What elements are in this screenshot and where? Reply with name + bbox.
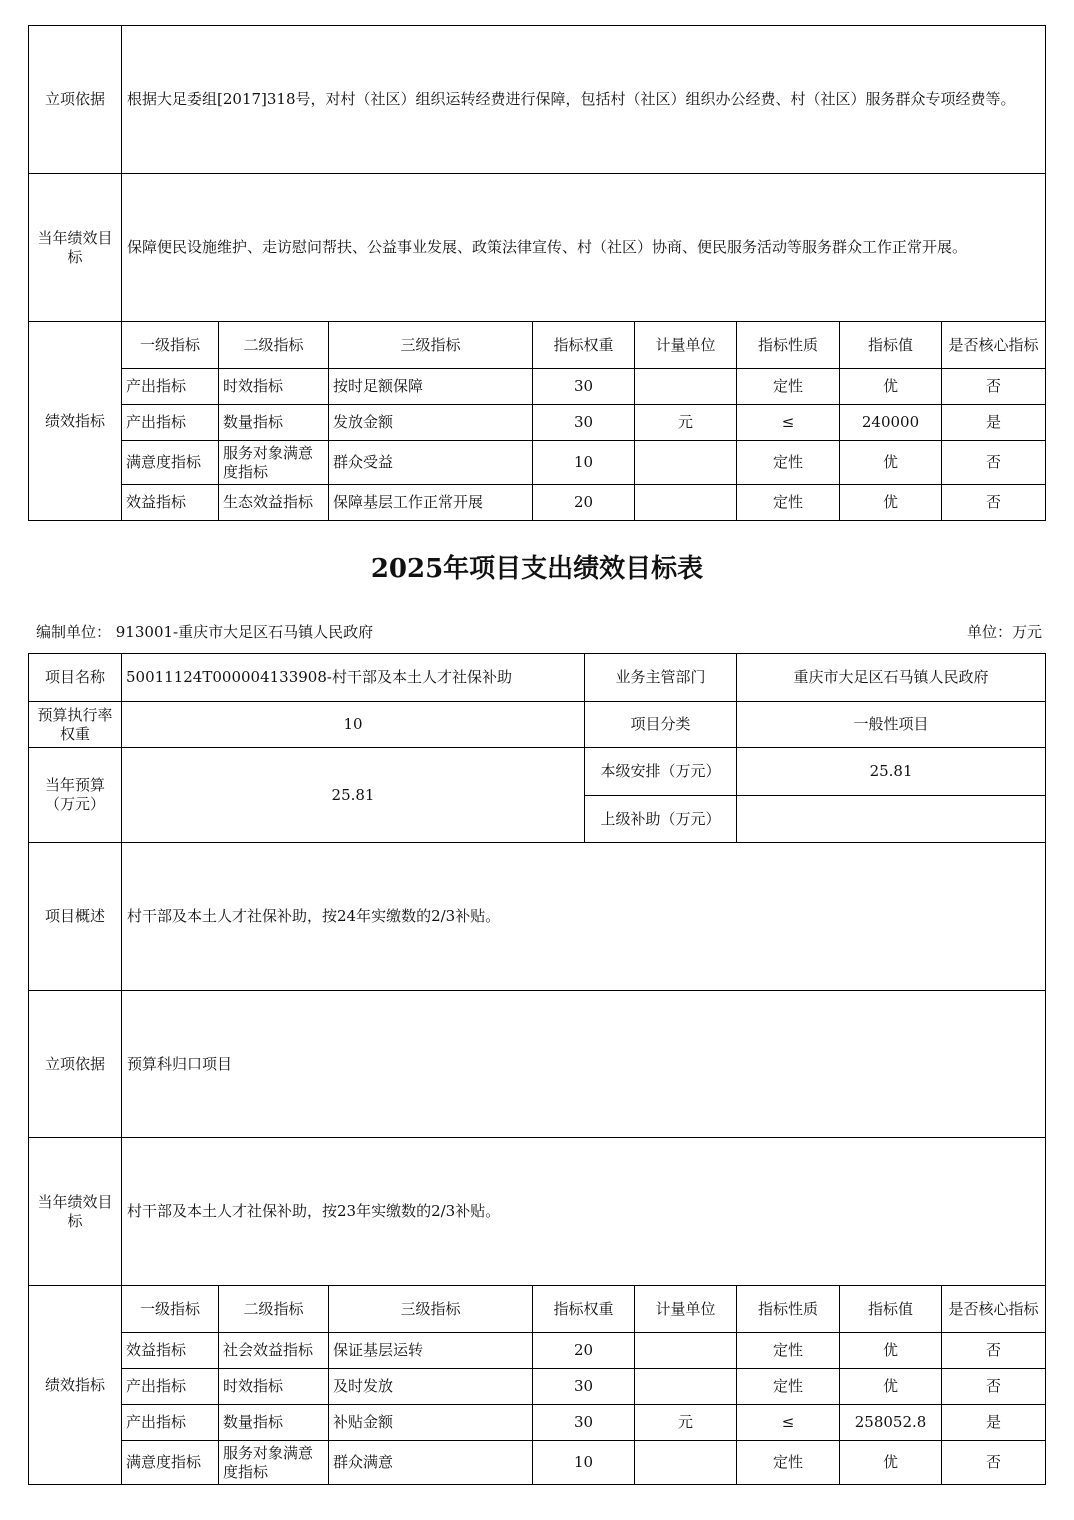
core-cell: 否 <box>942 1441 1046 1485</box>
table-row <box>29 369 1046 405</box>
dept-value: 重庆市大足区石马镇人民政府 <box>737 654 1046 702</box>
unit-cell <box>635 485 737 521</box>
table-row <box>29 441 1046 485</box>
header-cell: 指标性质 <box>737 1286 840 1333</box>
header-cell: 一级指标 <box>122 322 219 369</box>
unit-cell <box>635 369 737 405</box>
core-cell: 否 <box>942 369 1046 405</box>
page-title: 2025年项目支出绩效目标表 <box>370 554 704 584</box>
level2-cell: 社会效益指标 <box>219 1333 329 1369</box>
header-cell: 指标权重 <box>533 1286 635 1333</box>
value-cell: 优 <box>840 441 942 485</box>
level3-cell: 按时足额保障 <box>329 369 533 405</box>
local-label: 本级安排（万元） <box>585 748 737 796</box>
local-value: 25.81 <box>737 748 1046 796</box>
level3-cell: 发放金额 <box>329 405 533 441</box>
basis-label: 立项依据 <box>29 26 122 174</box>
table-row <box>29 1405 1046 1441</box>
goal-text: 保障便民设施维护、走访慰问帮扶、公益事业发展、政策法律宣传、村（社区）协商、便民服务活动等服务群众工作正常开展。 <box>122 174 1046 322</box>
level1-cell: 满意度指标 <box>122 1441 219 1485</box>
header-cell: 指标性质 <box>737 322 840 369</box>
level3-cell: 群众满意 <box>329 1441 533 1485</box>
perf-label: 绩效指标 <box>29 1286 122 1485</box>
weight-cell: 20 <box>533 1333 635 1369</box>
level3-cell: 群众受益 <box>329 441 533 485</box>
level2-cell: 生态效益指标 <box>219 485 329 521</box>
header-cell: 二级指标 <box>219 322 329 369</box>
category-value: 一般性项目 <box>737 702 1046 748</box>
value-cell: 258052.8 <box>840 1405 942 1441</box>
value-cell: 240000 <box>840 405 942 441</box>
value-cell: 优 <box>840 369 942 405</box>
performance-table-1 <box>28 25 1046 521</box>
upper-label: 上级补助（万元） <box>585 796 737 843</box>
nature-cell: 定性 <box>737 1441 840 1485</box>
dept-label: 业务主管部门 <box>585 654 737 702</box>
value-cell: 优 <box>840 1369 942 1405</box>
unit-cell <box>635 1333 737 1369</box>
level1-cell: 效益指标 <box>122 1333 219 1369</box>
value-cell: 优 <box>840 1333 942 1369</box>
header-cell: 计量单位 <box>635 1286 737 1333</box>
unit-cell: 元 <box>635 1405 737 1441</box>
header-cell: 一级指标 <box>122 1286 219 1333</box>
value-cell: 优 <box>840 485 942 521</box>
core-cell: 否 <box>942 441 1046 485</box>
level2-cell: 数量指标 <box>219 1405 329 1441</box>
level1-cell: 产出指标 <box>122 405 219 441</box>
level3-cell: 及时发放 <box>329 1369 533 1405</box>
core-cell: 否 <box>942 485 1046 521</box>
header-cell: 二级指标 <box>219 1286 329 1333</box>
nature-cell: 定性 <box>737 1333 840 1369</box>
level2-cell: 服务对象满意度指标 <box>219 441 329 485</box>
level1-cell: 产出指标 <box>122 1369 219 1405</box>
weight-cell: 30 <box>533 1405 635 1441</box>
weight-cell: 20 <box>533 485 635 521</box>
weight-cell: 30 <box>533 1369 635 1405</box>
overview-label: 项目概述 <box>29 843 122 991</box>
project-name: 50011124T000004133908-村干部及本土人才社保补助 <box>122 654 585 702</box>
nature-cell: 定性 <box>737 485 840 521</box>
core-cell: 是 <box>942 1405 1046 1441</box>
budget-value: 25.81 <box>122 748 585 843</box>
core-cell: 是 <box>942 405 1046 441</box>
upper-value <box>737 796 1046 843</box>
overview-text: 村干部及本土人才社保补助，按24年实缴数的2/3补贴。 <box>122 843 1046 991</box>
nature-cell: 定性 <box>737 1369 840 1405</box>
exec-rate-value: 10 <box>122 702 585 748</box>
level2-cell: 服务对象满意度指标 <box>219 1441 329 1485</box>
header-cell: 指标值 <box>840 1286 942 1333</box>
project-name-label: 项目名称 <box>29 654 122 702</box>
core-cell: 否 <box>942 1369 1046 1405</box>
header-cell: 三级指标 <box>329 1286 533 1333</box>
header-cell: 是否核心指标 <box>942 1286 1046 1333</box>
level2-cell: 时效指标 <box>219 369 329 405</box>
table-row <box>29 1441 1046 1485</box>
exec-rate-label: 预算执行率权重 <box>29 702 122 748</box>
goal-label: 当年绩效目标 <box>29 174 122 322</box>
performance-table-2 <box>28 653 1046 1485</box>
unit-label: 单位：万元 <box>966 623 1042 641</box>
level2-cell: 时效指标 <box>219 1369 329 1405</box>
compile-unit: 编制单位： 913001-重庆市大足区石马镇人民政府 <box>36 623 374 641</box>
basis-text: 根据大足委组[2017]318号，对村（社区）组织运转经费进行保障，包括村（社区）组织办公经费、村（社区）服务群众专项经费等。 <box>122 26 1046 174</box>
unit-cell <box>635 1369 737 1405</box>
table-row <box>29 1369 1046 1405</box>
level1-cell: 产出指标 <box>122 1405 219 1441</box>
header-cell: 计量单位 <box>635 322 737 369</box>
nature-cell: 定性 <box>737 441 840 485</box>
weight-cell: 10 <box>533 1441 635 1485</box>
level1-cell: 满意度指标 <box>122 441 219 485</box>
table-row <box>29 485 1046 521</box>
core-cell: 否 <box>942 1333 1046 1369</box>
header-cell: 三级指标 <box>329 322 533 369</box>
perf-label: 绩效指标 <box>29 322 122 521</box>
basis-label: 立项依据 <box>29 991 122 1138</box>
header-cell: 是否核心指标 <box>942 322 1046 369</box>
level1-cell: 产出指标 <box>122 369 219 405</box>
nature-cell: ≤ <box>737 1405 840 1441</box>
weight-cell: 30 <box>533 405 635 441</box>
budget-label: 当年预算（万元） <box>29 748 122 843</box>
unit-cell: 元 <box>635 405 737 441</box>
weight-cell: 10 <box>533 441 635 485</box>
header-cell: 指标值 <box>840 322 942 369</box>
nature-cell: 定性 <box>737 369 840 405</box>
level2-cell: 数量指标 <box>219 405 329 441</box>
goal-text: 村干部及本土人才社保补助，按23年实缴数的2/3补贴。 <box>122 1138 1046 1286</box>
value-cell: 优 <box>840 1441 942 1485</box>
level1-cell: 效益指标 <box>122 485 219 521</box>
table-row <box>29 1333 1046 1369</box>
category-label: 项目分类 <box>585 702 737 748</box>
level3-cell: 补贴金额 <box>329 1405 533 1441</box>
basis-text: 预算科归口项目 <box>122 991 1046 1138</box>
unit-cell <box>635 441 737 485</box>
unit-cell <box>635 1441 737 1485</box>
level3-cell: 保证基层运转 <box>329 1333 533 1369</box>
table-row <box>29 405 1046 441</box>
goal-label: 当年绩效目标 <box>29 1138 122 1286</box>
level3-cell: 保障基层工作正常开展 <box>329 485 533 521</box>
header-cell: 指标权重 <box>533 322 635 369</box>
weight-cell: 30 <box>533 369 635 405</box>
nature-cell: ≤ <box>737 405 840 441</box>
